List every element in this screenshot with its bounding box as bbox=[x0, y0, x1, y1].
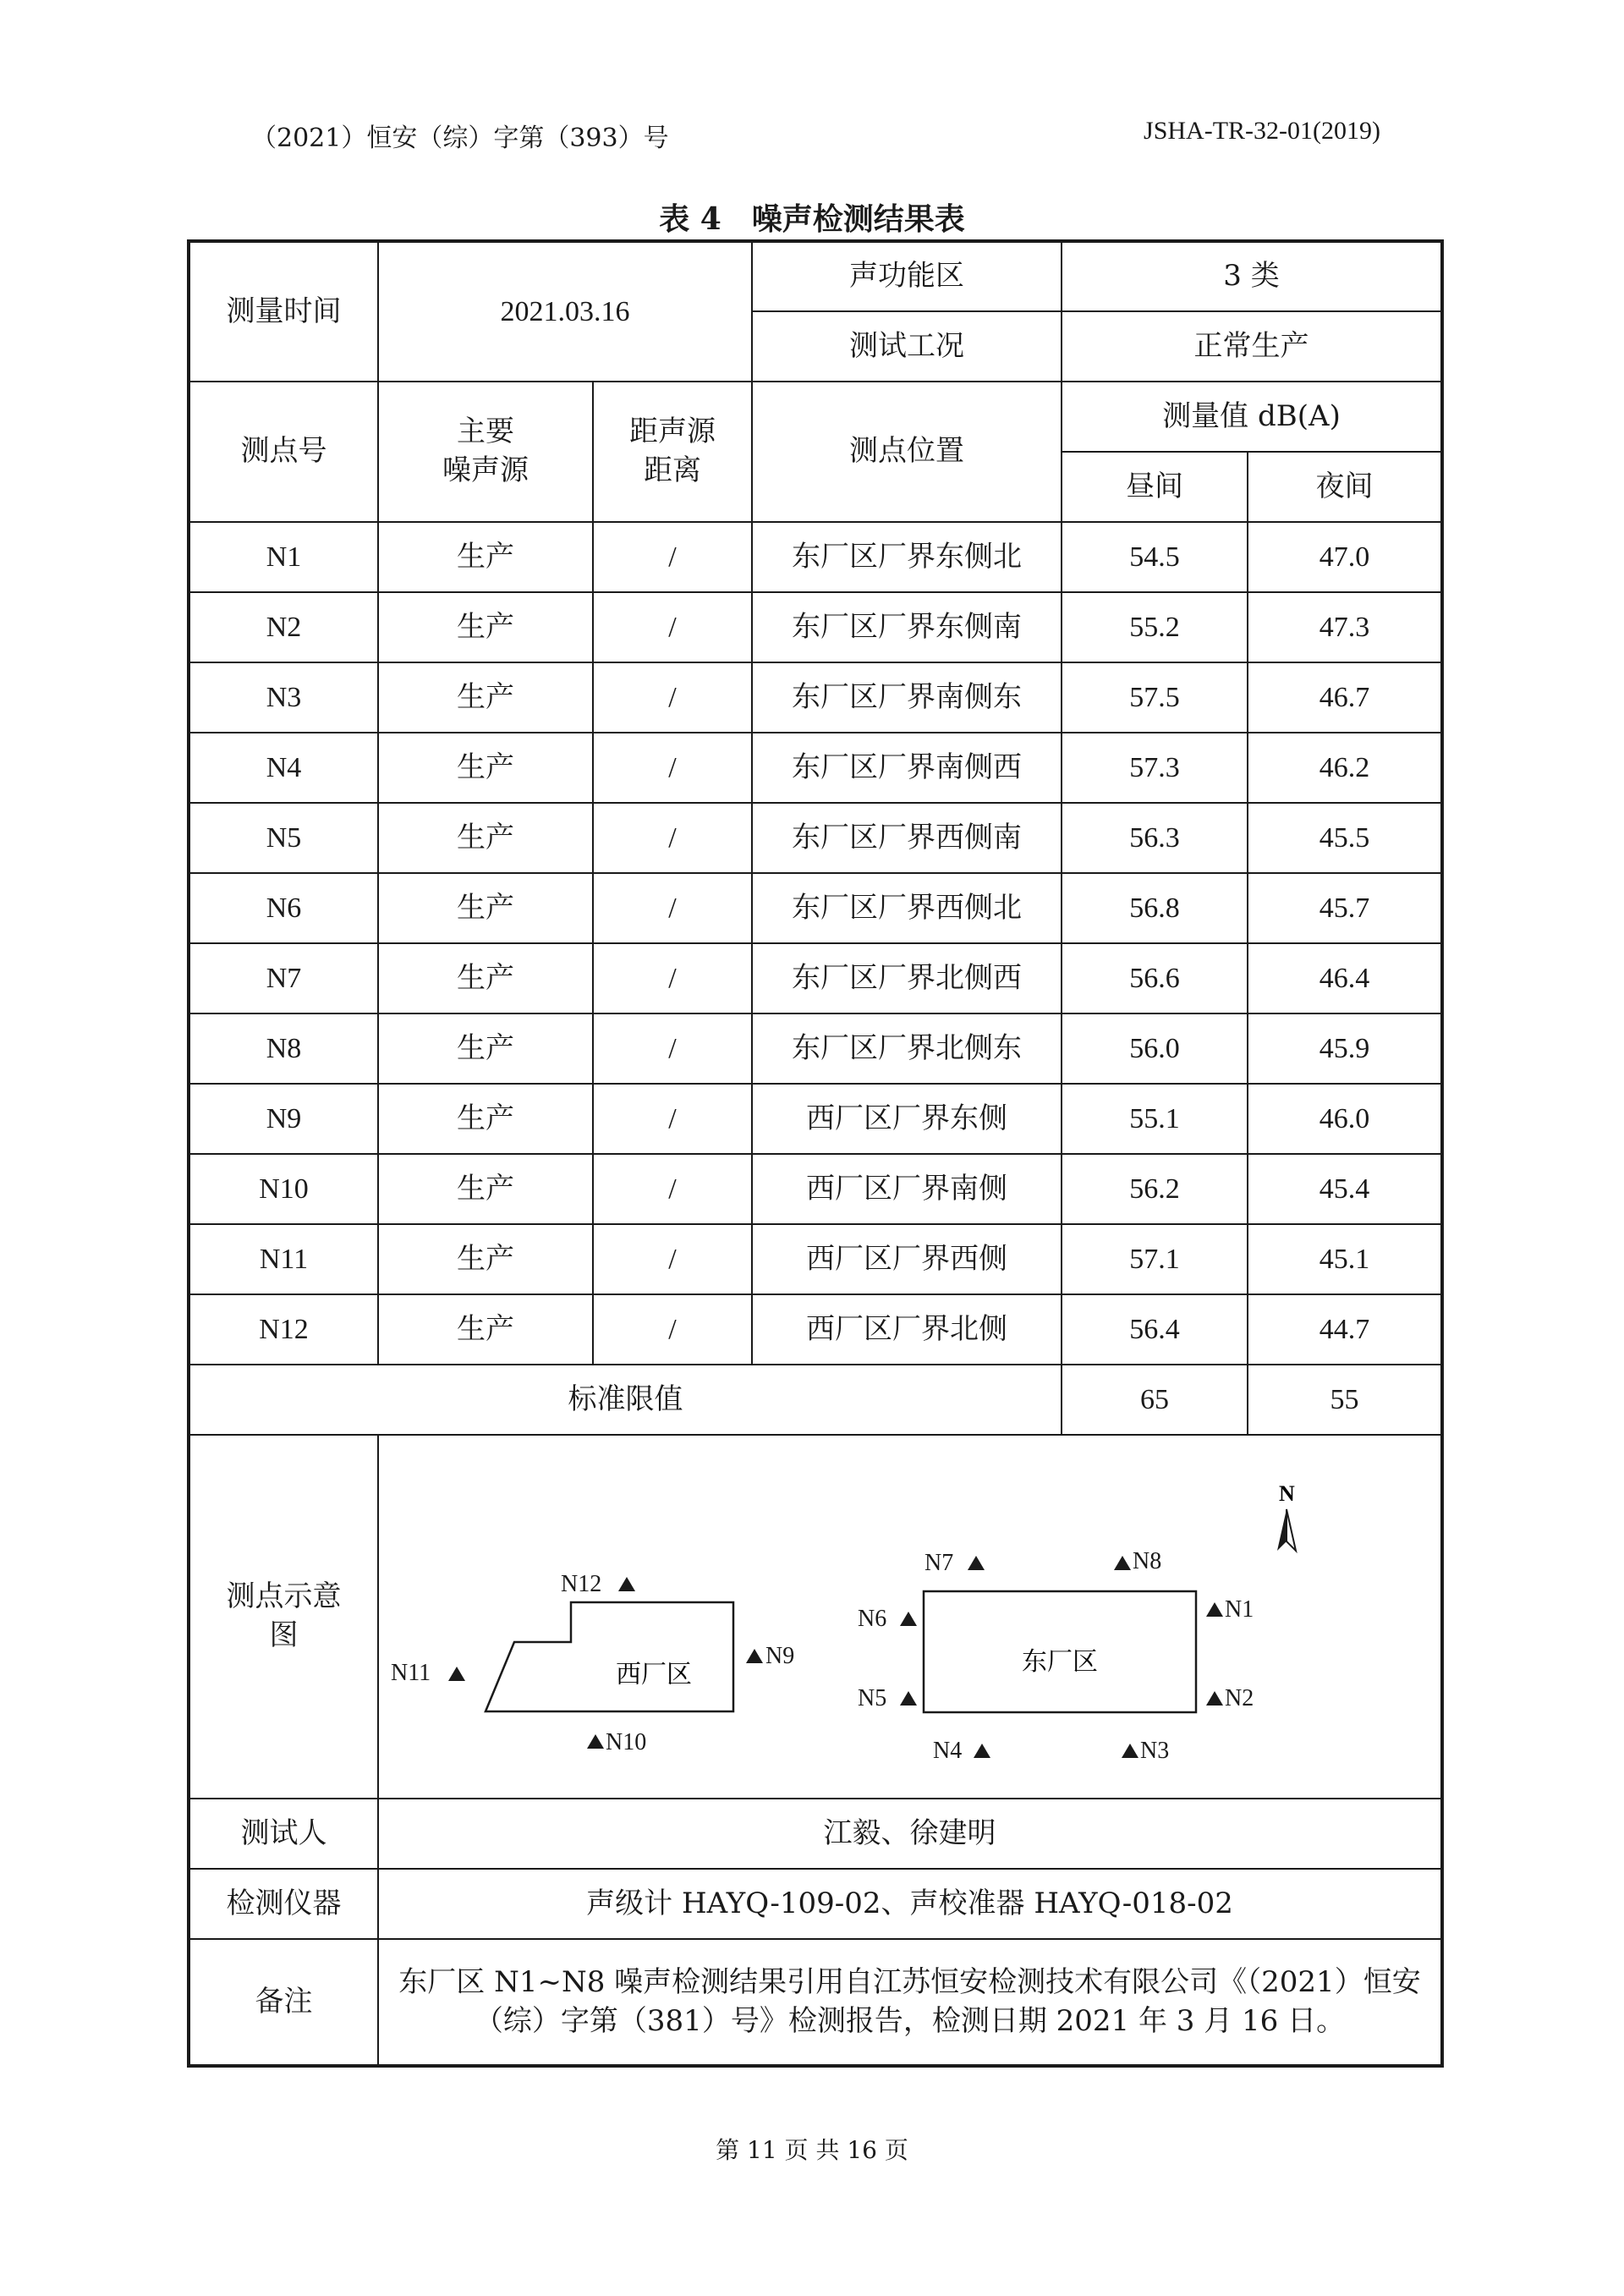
zone-label: 声功能区 bbox=[752, 241, 1062, 311]
cell-noise-source: 生产 bbox=[378, 943, 593, 1013]
document-code: JSHA-TR-32-01(2019) bbox=[1144, 117, 1380, 145]
label-n6: N6 bbox=[858, 1606, 887, 1632]
label-n2: N2 bbox=[1225, 1685, 1254, 1711]
cell-night-value: 45.5 bbox=[1248, 803, 1442, 873]
cell-day-value: 56.6 bbox=[1062, 943, 1248, 1013]
cell-point-id: N8 bbox=[189, 1013, 378, 1084]
cell-night-value: 47.3 bbox=[1248, 592, 1442, 662]
marker-n10 bbox=[587, 1734, 604, 1749]
col-header-measured: 测量值 dB(A) bbox=[1062, 382, 1442, 452]
marker-n5 bbox=[900, 1691, 917, 1706]
cell-day-value: 54.5 bbox=[1062, 522, 1248, 592]
cell-point-id: N6 bbox=[189, 873, 378, 943]
noise-results-table bbox=[187, 239, 1444, 2068]
col-header-day: 昼间 bbox=[1062, 452, 1248, 522]
limit-label: 标准限值 bbox=[189, 1365, 1062, 1435]
cell-point-id: N2 bbox=[189, 592, 378, 662]
limit-day: 65 bbox=[1062, 1365, 1248, 1435]
cell-point-id: N3 bbox=[189, 662, 378, 733]
label-n7: N7 bbox=[924, 1550, 954, 1576]
cell-noise-source: 生产 bbox=[378, 733, 593, 803]
cell-day-value: 56.3 bbox=[1062, 803, 1248, 873]
cell-distance: / bbox=[593, 1154, 752, 1224]
east-plant-label: 东厂区 bbox=[1022, 1648, 1098, 1676]
label-n5: N5 bbox=[858, 1685, 887, 1711]
table-title: 表 4 噪声检测结果表 bbox=[659, 201, 965, 237]
label-n11: N11 bbox=[391, 1660, 431, 1686]
cell-location: 东厂区厂界东侧南 bbox=[752, 592, 1062, 662]
marker-n8 bbox=[1114, 1556, 1131, 1570]
condition-label: 测试工况 bbox=[752, 311, 1062, 382]
report-number: （2021）恒安（综）字第（393）号 bbox=[251, 124, 669, 153]
cell-night-value: 47.0 bbox=[1248, 522, 1442, 592]
cell-location: 东厂区厂界南侧东 bbox=[752, 662, 1062, 733]
cell-night-value: 45.7 bbox=[1248, 873, 1442, 943]
cell-distance: / bbox=[593, 1294, 752, 1365]
cell-location: 东厂区厂界北侧东 bbox=[752, 1013, 1062, 1084]
cell-night-value: 44.7 bbox=[1248, 1294, 1442, 1365]
cell-day-value: 55.1 bbox=[1062, 1084, 1248, 1154]
table-row bbox=[189, 943, 1442, 1013]
tester-value: 江毅、徐建明 bbox=[378, 1799, 1442, 1869]
marker-n7 bbox=[968, 1556, 985, 1570]
cell-distance: / bbox=[593, 662, 752, 733]
diagram-cell bbox=[378, 1435, 1442, 1799]
label-n10: N10 bbox=[606, 1729, 647, 1755]
col-header-night: 夜间 bbox=[1248, 452, 1442, 522]
cell-location: 西厂区厂界西侧 bbox=[752, 1224, 1062, 1294]
time-label: 测量时间 bbox=[189, 241, 378, 382]
marker-n1 bbox=[1206, 1602, 1223, 1617]
table-row bbox=[189, 1224, 1442, 1294]
north-arrow-shape-right bbox=[1287, 1509, 1296, 1551]
cell-point-id: N10 bbox=[189, 1154, 378, 1224]
remark-label: 备注 bbox=[189, 1939, 378, 2066]
cell-day-value: 57.3 bbox=[1062, 733, 1248, 803]
limit-night: 55 bbox=[1248, 1365, 1442, 1435]
table-row bbox=[189, 873, 1442, 943]
cell-location: 东厂区厂界南侧西 bbox=[752, 733, 1062, 803]
cell-day-value: 56.8 bbox=[1062, 873, 1248, 943]
cell-location: 西厂区厂界南侧 bbox=[752, 1154, 1062, 1224]
measurement-point-diagram bbox=[379, 1436, 1441, 1797]
instrument-value: 声级计 HAYQ-109-02、声校准器 HAYQ-018-02 bbox=[378, 1869, 1442, 1939]
cell-night-value: 46.4 bbox=[1248, 943, 1442, 1013]
cell-noise-source: 生产 bbox=[378, 662, 593, 733]
north-arrow-shape bbox=[1277, 1509, 1287, 1551]
label-n4: N4 bbox=[933, 1738, 963, 1764]
cell-distance: / bbox=[593, 943, 752, 1013]
label-n9: N9 bbox=[765, 1643, 795, 1669]
cell-noise-source: 生产 bbox=[378, 873, 593, 943]
diagram-label-text: 测点示意图 bbox=[226, 1579, 342, 1652]
table-row bbox=[189, 1154, 1442, 1224]
cell-day-value: 57.5 bbox=[1062, 662, 1248, 733]
cell-distance: / bbox=[593, 1084, 752, 1154]
table-row bbox=[189, 1013, 1442, 1084]
cell-point-id: N1 bbox=[189, 522, 378, 592]
zone-value: 3 类 bbox=[1062, 241, 1442, 311]
cell-noise-source: 生产 bbox=[378, 592, 593, 662]
label-n8: N8 bbox=[1133, 1548, 1162, 1574]
table-row bbox=[189, 522, 1442, 592]
cell-location: 东厂区厂界西侧北 bbox=[752, 873, 1062, 943]
cell-noise-source: 生产 bbox=[378, 1294, 593, 1365]
label-n3: N3 bbox=[1140, 1738, 1170, 1764]
label-n1: N1 bbox=[1225, 1596, 1254, 1623]
cell-night-value: 45.1 bbox=[1248, 1224, 1442, 1294]
table-row bbox=[189, 803, 1442, 873]
condition-value: 正常生产 bbox=[1062, 311, 1442, 382]
cell-noise-source: 生产 bbox=[378, 1013, 593, 1084]
cell-noise-source: 生产 bbox=[378, 1154, 593, 1224]
marker-n2 bbox=[1206, 1691, 1223, 1706]
col-header-location: 测点位置 bbox=[752, 382, 1062, 522]
marker-n3 bbox=[1122, 1744, 1138, 1758]
cell-noise-source: 生产 bbox=[378, 803, 593, 873]
cell-day-value: 57.1 bbox=[1062, 1224, 1248, 1294]
cell-location: 西厂区厂界北侧 bbox=[752, 1294, 1062, 1365]
marker-n11 bbox=[448, 1667, 465, 1681]
col-header-point: 测点号 bbox=[189, 382, 378, 522]
cell-night-value: 46.2 bbox=[1248, 733, 1442, 803]
cell-distance: / bbox=[593, 1013, 752, 1084]
diagram-label bbox=[189, 1435, 378, 1799]
west-plant-label: 西厂区 bbox=[616, 1661, 692, 1689]
cell-distance: / bbox=[593, 522, 752, 592]
cell-distance: / bbox=[593, 592, 752, 662]
cell-point-id: N9 bbox=[189, 1084, 378, 1154]
north-arrow-icon bbox=[1277, 1481, 1296, 1551]
marker-n9 bbox=[746, 1649, 763, 1663]
col-header-distance: 距声源 距离 bbox=[593, 382, 752, 522]
cell-distance: / bbox=[593, 1224, 752, 1294]
cell-point-id: N11 bbox=[189, 1224, 378, 1294]
cell-night-value: 46.0 bbox=[1248, 1084, 1442, 1154]
cell-day-value: 55.2 bbox=[1062, 592, 1248, 662]
table-row bbox=[189, 592, 1442, 662]
marker-n4 bbox=[974, 1744, 990, 1758]
cell-point-id: N4 bbox=[189, 733, 378, 803]
cell-day-value: 56.4 bbox=[1062, 1294, 1248, 1365]
marker-n12 bbox=[618, 1577, 635, 1591]
cell-location: 东厂区厂界东侧北 bbox=[752, 522, 1062, 592]
cell-day-value: 56.0 bbox=[1062, 1013, 1248, 1084]
cell-location: 西厂区厂界东侧 bbox=[752, 1084, 1062, 1154]
col-header-source: 主要 噪声源 bbox=[378, 382, 593, 522]
cell-night-value: 46.7 bbox=[1248, 662, 1442, 733]
cell-location: 东厂区厂界北侧西 bbox=[752, 943, 1062, 1013]
cell-night-value: 45.4 bbox=[1248, 1154, 1442, 1224]
cell-point-id: N7 bbox=[189, 943, 378, 1013]
remark-value: 东厂区 N1~N8 噪声检测结果引用自江苏恒安检测技术有限公司《（2021）恒安（综）字第（381）号》检测报告，检测日期 2021 年 3 月 16 日。 bbox=[378, 1939, 1442, 2066]
west-plant-outline bbox=[486, 1602, 733, 1711]
cell-point-id: N5 bbox=[189, 803, 378, 873]
cell-distance: / bbox=[593, 733, 752, 803]
time-value: 2021.03.16 bbox=[378, 241, 752, 382]
cell-distance: / bbox=[593, 873, 752, 943]
table-row bbox=[189, 662, 1442, 733]
table-row bbox=[189, 1084, 1442, 1154]
cell-distance: / bbox=[593, 803, 752, 873]
instrument-label: 检测仪器 bbox=[189, 1869, 378, 1939]
page-footer: 第 11 页 共 16 页 bbox=[716, 2136, 908, 2164]
cell-night-value: 45.9 bbox=[1248, 1013, 1442, 1084]
north-label: N bbox=[1279, 1481, 1295, 1506]
cell-noise-source: 生产 bbox=[378, 1084, 593, 1154]
cell-day-value: 56.2 bbox=[1062, 1154, 1248, 1224]
table-row bbox=[189, 733, 1442, 803]
marker-n6 bbox=[900, 1612, 917, 1626]
tester-label: 测试人 bbox=[189, 1799, 378, 1869]
cell-noise-source: 生产 bbox=[378, 522, 593, 592]
table-row bbox=[189, 1294, 1442, 1365]
cell-location: 东厂区厂界西侧南 bbox=[752, 803, 1062, 873]
label-n12: N12 bbox=[561, 1571, 602, 1597]
cell-point-id: N12 bbox=[189, 1294, 378, 1365]
cell-noise-source: 生产 bbox=[378, 1224, 593, 1294]
